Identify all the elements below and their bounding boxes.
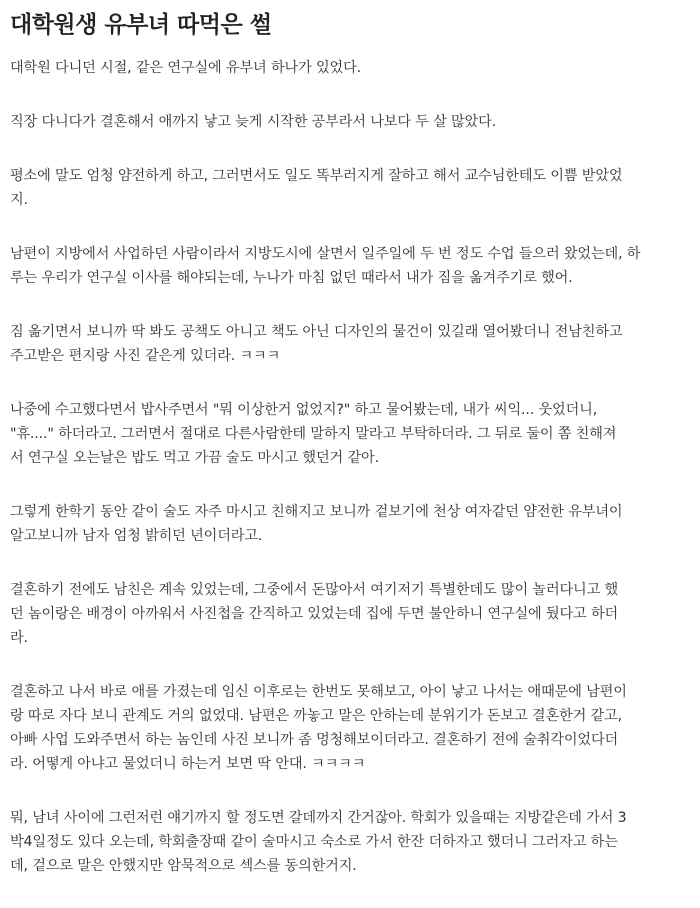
paragraph-line: 던 놈이랑은 배경이 아까워서 사진첩을 간직하고 있었는데 집에 두면 불안하니 연구실에 뒀다고 하더 [10, 606, 619, 622]
paragraph-line: 박4일정도 있다 오는데, 학회출장때 같이 술마시고 숙소로 가서 한잔 더하자고 했더니 그러자고 하는 [10, 834, 618, 850]
post-body [10, 56, 694, 908]
paragraph [10, 56, 694, 80]
paragraph-line: 결혼하기 전에도 남친은 계속 있었는데, 그중에서 돈많아서 여기저기 특별한데도 많이 놀러다니고 했 [10, 582, 619, 598]
paragraph-line: 직장 다니다가 결혼해서 애까지 낳고 늦게 시작한 공부라서 나보다 두 살 많았다. [10, 114, 497, 130]
paragraph-line: 랑 따로 자다 보니 관계도 거의 없었대. 남편은 까놓고 말은 안하는데 분위기가 돈보고 결혼한거 같고, [10, 708, 622, 724]
paragraph-line: 루는 우리가 연구실 이사를 해야되는데, 누나가 마침 없던 때라서 내가 짐을 옮겨주기로 했어. [10, 270, 573, 286]
paragraph-line: "휴...." 하더라고. 그러면서 절대로 다른사람한테 말하지 말라고 부탁하더라. 그 뒤로 둘이 쫌 친해져 [10, 426, 617, 442]
paragraph-line: 주고받은 편지랑 사진 같은게 있더라. ㅋㅋㅋ [10, 348, 281, 364]
paragraph [10, 680, 694, 776]
paragraph [10, 398, 694, 470]
paragraph-line: 데, 겉으로 말은 안했지만 암묵적으로 섹스를 동의한거지. [10, 858, 357, 874]
paragraph-line: 남편이 지방에서 사업하던 사람이라서 지방도시에 살면서 일주일에 두 번 정도 수업 들으러 왔었는데, 하 [10, 246, 641, 262]
paragraph-line: 아빠 사업 도와주면서 하는 놈인데 사진 보니까 좀 멍청해보이더라고. 결혼하기 전에 술취각이었다더 [10, 732, 619, 748]
paragraph [10, 110, 694, 134]
paragraph [10, 500, 694, 548]
paragraph-line: 뭐, 남녀 사이에 그런저런 얘기까지 할 정도면 갈데까지 간거잖아. 학회가 있을때는 지방같은데 가서 3 [10, 810, 627, 826]
paragraph-line: 라. 어떻게 아냐고 물었더니 하는거 보면 딱 안대. ㅋㅋㅋㅋ [10, 756, 366, 772]
paragraph-line: 평소에 말도 엄청 얌전하게 하고, 그러면서도 일도 똑부러지게 잘하고 해서 교수님한테도 이쁨 받았었 [10, 168, 623, 184]
paragraph [10, 320, 694, 368]
paragraph-line: 알고보니까 남자 엄청 밝히던 년이더라고. [10, 528, 263, 544]
post-title: 대학원생 유부녀 따먹은 썰 [10, 12, 272, 38]
paragraph-line: 서 연구실 오는날은 밥도 먹고 가끔 술도 마시고 했던거 같아. [10, 450, 379, 466]
paragraph-line: 그렇게 한학기 동안 같이 술도 자주 마시고 친해지고 보니까 겉보기에 천상 여자같던 얌전한 유부녀이 [10, 504, 623, 520]
paragraph [10, 578, 694, 650]
paragraph [10, 242, 694, 290]
paragraph-line: 짐 옮기면서 보니까 딱 봐도 공책도 아니고 책도 아닌 디자인의 물건이 있길래 열어봤더니 전남친하고 [10, 324, 623, 340]
paragraph [10, 164, 694, 212]
paragraph-line: 라. [10, 630, 28, 646]
paragraph-line: 결혼하고 나서 바로 애를 가졌는데 임신 이후로는 한번도 못해보고, 아이 낳고 나서는 애때문에 남편이 [10, 684, 627, 700]
paragraph-line: 지. [10, 192, 28, 208]
paragraph-line: 대학원 다니던 시절, 같은 연구실에 유부녀 하나가 있었다. [10, 60, 362, 76]
paragraph [10, 806, 694, 878]
paragraph-line: 나중에 수고했다면서 밥사주면서 "뭐 이상한거 없었지?" 하고 물어봤는데, 내가 씨익... 웃었더니, [10, 402, 598, 418]
